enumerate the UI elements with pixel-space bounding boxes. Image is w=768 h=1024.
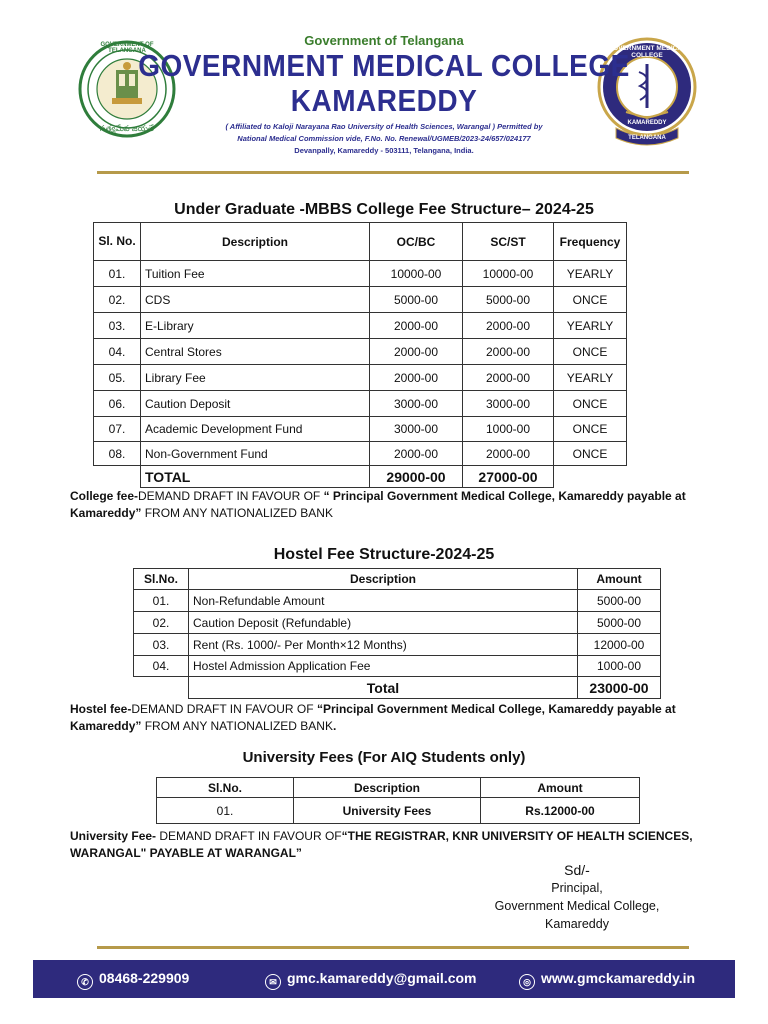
total-label: TOTAL (141, 466, 370, 488)
cell-ocbc: 2000-00 (370, 365, 463, 391)
cell-sl: 01. (134, 590, 189, 612)
hostel-header-row (134, 569, 661, 590)
total-amount: 23000-00 (578, 677, 661, 699)
note-text: DEMAND DRAFT IN FAVOUR OF (131, 702, 317, 716)
table-row (134, 590, 661, 612)
note-payee: “ Principal Government Medical College, Kamareddy payable at Kamareddy” (70, 489, 686, 520)
note-text: DEMAND DRAFT IN FAVOUR OF (138, 489, 324, 503)
cell-frequency: ONCE (554, 442, 627, 466)
cell-scst: 2000-00 (463, 365, 554, 391)
university-fee-title: University Fees (For AIQ Students only) (242, 749, 526, 766)
cell-amount: 5000-00 (578, 612, 661, 634)
affiliation-line1: ( Affiliated to Kaloji Narayana Rao University of Health Sciences, Warangal ) Permitted by (225, 122, 543, 131)
col-sl-no: Sl.No. (157, 778, 294, 798)
cell-frequency: YEARLY (554, 261, 627, 287)
logo-state-text: TELANGANA (628, 135, 666, 141)
college-title-line2: KAMAREDDY (290, 83, 478, 118)
header-divider (97, 171, 689, 174)
total-ocbc: 29000-00 (370, 466, 463, 488)
cell-sl: 01. (157, 798, 294, 824)
university-fee-table (156, 777, 640, 824)
cell-sl: 03. (134, 634, 189, 656)
cell-description: Non-Refundable Amount (189, 590, 578, 612)
table-row (94, 442, 627, 466)
total-scst: 27000-00 (463, 466, 554, 488)
note-end: . (332, 719, 337, 733)
note-tail: FROM ANY NATIONALIZED BANK (141, 719, 333, 733)
footer-website[interactable] (519, 970, 695, 990)
cell-ocbc: 2000-00 (370, 442, 463, 466)
col-description: Description (141, 223, 370, 261)
state-subtitle: Government of Telangana (304, 33, 464, 48)
logo-ring-text: GOVERNMENT MEDICAL COLLEGE (608, 45, 686, 59)
ug-fee-title: Under Graduate -MBBS College Fee Structure– 2024-25 (174, 201, 594, 218)
cell-sl: 05. (94, 365, 141, 391)
cell-amount: 5000-00 (578, 590, 661, 612)
total-row (134, 677, 661, 699)
cell-frequency: ONCE (554, 417, 627, 442)
cell-scst: 3000-00 (463, 391, 554, 417)
cell-sl: 08. (94, 442, 141, 466)
college-title-line1: GOVERNMENT MEDICAL COLLEGE (138, 48, 630, 83)
col-amount: Amount (481, 778, 640, 798)
college-fee-note (70, 488, 710, 522)
cell-description: Hostel Admission Application Fee (189, 656, 578, 677)
col-description: Description (189, 569, 578, 590)
col-frequency: Frequency (554, 223, 627, 261)
footer-phone[interactable] (77, 970, 189, 990)
table-row (157, 798, 640, 824)
email-address: gmc.kamareddy@gmail.com (287, 970, 477, 986)
phone-icon: ✆ (77, 974, 93, 990)
table-row (94, 287, 627, 313)
table-row (134, 656, 661, 677)
signature-title: Principal, (551, 881, 603, 895)
signature-sd: Sd/- (564, 862, 590, 878)
table-row (134, 612, 661, 634)
cell-sl: 04. (94, 339, 141, 365)
table-row (94, 261, 627, 287)
cell-scst: 10000-00 (463, 261, 554, 287)
cell-frequency: ONCE (554, 339, 627, 365)
col-sl-no: Sl.No. (134, 569, 189, 590)
college-address: Devanpally, Kamareddy - 503111, Telangana, India. (294, 146, 474, 155)
table-row (94, 313, 627, 339)
cell-ocbc: 3000-00 (370, 391, 463, 417)
cell-sl: 03. (94, 313, 141, 339)
cell-ocbc: 2000-00 (370, 313, 463, 339)
cell-sl: 02. (134, 612, 189, 634)
signature-place: Kamareddy (545, 917, 609, 931)
cell-ocbc: 3000-00 (370, 417, 463, 442)
cell-frequency: YEARLY (554, 365, 627, 391)
cell-description: Library Fee (141, 365, 370, 391)
footer-divider (97, 946, 689, 949)
signature-college: Government Medical College, (494, 899, 660, 913)
col-sl-no: Sl. No. (94, 223, 141, 261)
cell-description: University Fees (294, 798, 481, 824)
note-label: College fee- (70, 489, 139, 503)
cell-description: CDS (141, 287, 370, 313)
cell-description: E-Library (141, 313, 370, 339)
cell-description: Academic Development Fund (141, 417, 370, 442)
email-icon: ✉ (265, 974, 281, 990)
ug-header-row (94, 223, 627, 261)
note-tail: FROM ANY NATIONALIZED BANK (141, 506, 333, 520)
note-text: DEMAND DRAFT IN FAVOUR OF (156, 829, 342, 843)
cell-sl: 02. (94, 287, 141, 313)
total-row (94, 466, 627, 488)
globe-icon: ◎ (519, 974, 535, 990)
cell-description: Tuition Fee (141, 261, 370, 287)
cell-sl: 04. (134, 656, 189, 677)
note-payee: “THE REGISTRAR, KNR UNIVERSITY OF HEALTH SCIENCES, WARANGAL" PAYABLE AT WARANGAL” (70, 829, 693, 860)
cell-sl: 07. (94, 417, 141, 442)
affiliation-line2: National Medical Commission vide, F.No. No. Renewal/UGMEB/2023-24/657/024177 (237, 134, 531, 143)
col-scst: SC/ST (463, 223, 554, 261)
footer-email[interactable] (265, 970, 477, 990)
table-row (94, 339, 627, 365)
table-row (94, 365, 627, 391)
cell-ocbc: 2000-00 (370, 339, 463, 365)
hostel-fee-table (133, 568, 661, 699)
cell-description: Caution Deposit (141, 391, 370, 417)
phone-number: 08468-229909 (99, 970, 190, 986)
emblem-ring-text: GOVERNMENT OF TELANGANA (100, 42, 154, 54)
hostel-fee-title: Hostel Fee Structure-2024-25 (273, 546, 495, 563)
university-header-row (157, 778, 640, 798)
footer-bar (33, 960, 735, 998)
cell-sl: 06. (94, 391, 141, 417)
cell-scst: 2000-00 (463, 339, 554, 365)
cell-frequency: YEARLY (554, 313, 627, 339)
cell-description: Rent (Rs. 1000/- Per Month×12 Months) (189, 634, 578, 656)
ug-fee-table (93, 222, 627, 488)
col-description: Description (294, 778, 481, 798)
cell-amount: 12000-00 (578, 634, 661, 656)
table-row (94, 417, 627, 442)
hostel-fee-note (70, 701, 710, 735)
cell-sl: 01. (94, 261, 141, 287)
cell-description: Non-Government Fund (141, 442, 370, 466)
note-label: University Fee- (70, 829, 157, 843)
table-row (94, 391, 627, 417)
cell-ocbc: 5000-00 (370, 287, 463, 313)
cell-scst: 5000-00 (463, 287, 554, 313)
col-amount: Amount (578, 569, 661, 590)
logo-city-text: KAMAREDDY (627, 120, 667, 126)
note-payee: “Principal Government Medical College, Kamareddy payable at Kamareddy” (70, 702, 676, 733)
cell-scst: 2000-00 (463, 442, 554, 466)
cell-scst: 1000-00 (463, 417, 554, 442)
total-label: Total (189, 677, 578, 699)
cell-amount: Rs.12000-00 (481, 798, 640, 824)
col-ocbc: OC/BC (370, 223, 463, 261)
website-url: www.gmckamareddy.in (541, 970, 696, 986)
cell-amount: 1000-00 (578, 656, 661, 677)
cell-scst: 2000-00 (463, 313, 554, 339)
note-label: Hostel fee- (70, 702, 132, 716)
emblem-motto: సత్యమేవ జయతే (99, 124, 155, 133)
cell-frequency: ONCE (554, 391, 627, 417)
university-fee-note (70, 828, 710, 862)
cell-frequency: ONCE (554, 287, 627, 313)
cell-ocbc: 10000-00 (370, 261, 463, 287)
table-row (134, 634, 661, 656)
cell-description: Caution Deposit (Refundable) (189, 612, 578, 634)
cell-description: Central Stores (141, 339, 370, 365)
